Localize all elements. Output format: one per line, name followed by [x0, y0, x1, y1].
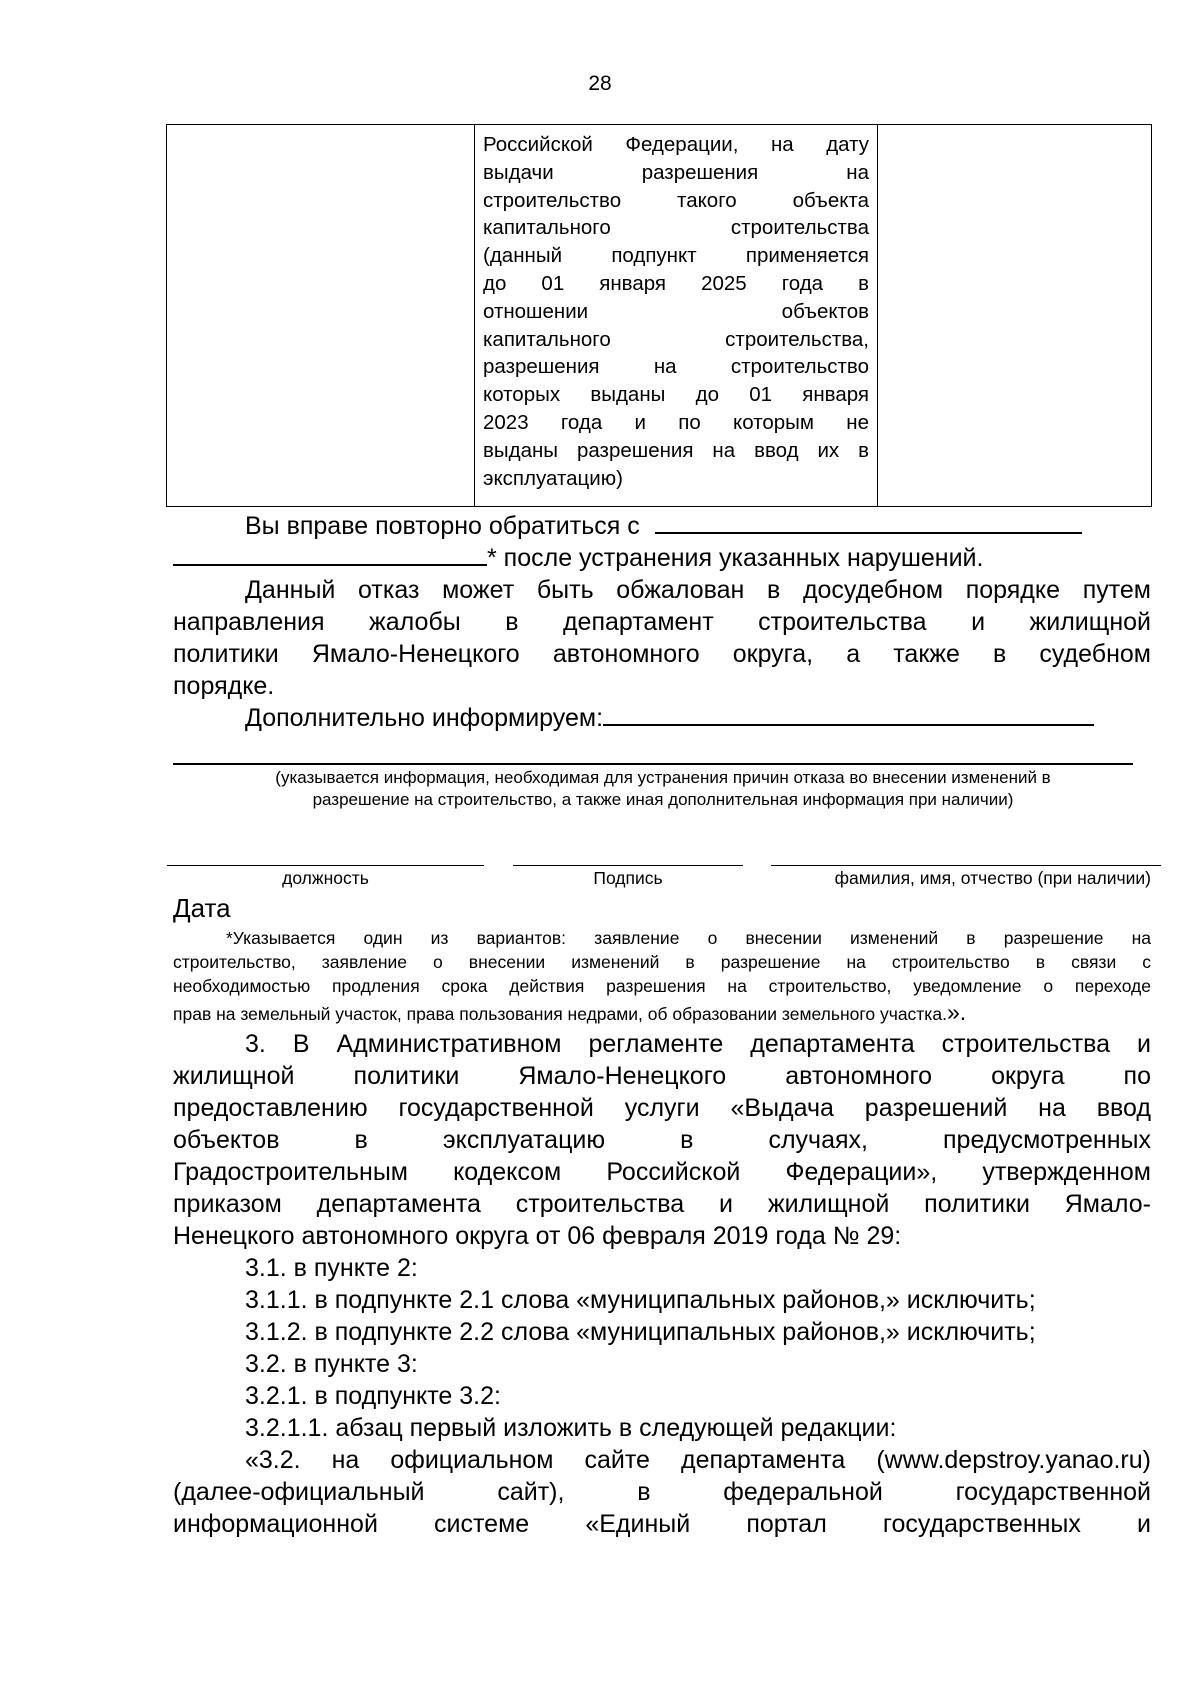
- additional-info-line: [245, 703, 1151, 733]
- section3-line-3: предоставлению государственной услуги «Выдача разрешений на ввод: [173, 1094, 1151, 1122]
- table-cell-line: капитального строительства: [483, 216, 869, 240]
- table-cell-line: до 01 января 2025 года в: [483, 271, 869, 295]
- signature-line: [513, 865, 743, 866]
- position-label: должность: [282, 868, 369, 888]
- table-cell-line: которых выданы до 01 января: [483, 383, 869, 407]
- item-3-1: 3.1. в пункте 2:: [245, 1254, 418, 1282]
- item-3-1-1: 3.1.1. в подпункте 2.1 слова «муниципальных районов,» исключить;: [245, 1286, 1036, 1314]
- reapply-line: [245, 511, 1151, 541]
- quote-line-1: «3.2. на официальном сайте департамента (www.depstroy.yanao.ru): [245, 1446, 1151, 1474]
- appeal-line-3: политики Ямало-Ненецкого автономного округа, а также в судебном: [173, 640, 1151, 668]
- section3-line-7: Ненецкого автономного округа от 06 февраля 2019 года № 29:: [173, 1222, 902, 1250]
- table-cell-line: (данный подпункт применяется: [483, 244, 869, 268]
- section3-line-2: жилищной политики Ямало-Ненецкого автономного округа по: [173, 1062, 1151, 1090]
- table-cell-line: эксплуатацию): [483, 466, 623, 490]
- item-3-2-1: 3.2.1. в подпункте 3.2:: [245, 1382, 501, 1410]
- section3-line-5: Градостроительным кодексом Российской Федерации», утвержденном: [173, 1158, 1151, 1186]
- table-cell-empty-left: [167, 125, 475, 506]
- table-cell-line: 2023 года и по которым не: [483, 410, 869, 434]
- item-3-2-1-1: 3.2.1.1. абзац первый изложить в следующей редакции:: [245, 1414, 897, 1442]
- date-label: Дата: [173, 893, 231, 923]
- reapply-text: Вы вправе повторно обратиться с: [245, 512, 640, 540]
- name-label: фамилия, имя, отчество (при наличии): [834, 868, 1151, 888]
- signature-label: Подпись: [593, 868, 663, 888]
- item-3-2: 3.2. в пункте 3:: [245, 1350, 418, 1378]
- table-cell-line: строительство такого объекта: [483, 188, 869, 212]
- table-cell-line: Российской Федерации, на дату: [483, 133, 869, 156]
- appeal-line-4: порядке.: [173, 672, 275, 700]
- footnote-line-3: необходимостью продления срока действия разрешения на строительство, уведомление о переходе: [173, 976, 1151, 996]
- quote-line-2: (далее-официальный сайт), в федеральной государственной: [173, 1478, 1151, 1506]
- section3-line-1: 3. В Административном регламенте департамента строительства и: [245, 1030, 1151, 1058]
- footnote-line-4-text: прав на земельный участок, права пользования недрами, об образовании земельного участка.: [173, 1004, 947, 1024]
- table-cell-line: отношении объектов: [483, 299, 869, 323]
- footnote-quote-close: ».: [946, 999, 967, 1025]
- reapply-blank-2: [173, 564, 487, 566]
- page-number: 28: [588, 72, 612, 95]
- document-table: [166, 124, 1152, 507]
- additional-info-blank: [603, 724, 1094, 726]
- table-cell-line: капитального строительства,: [483, 327, 869, 351]
- appeal-line-1: Данный отказ может быть обжалован в досудебном порядке путем: [245, 576, 1151, 604]
- position-line: [167, 865, 484, 866]
- footnote-line-1: *Указывается один из вариантов: заявление о внесении изменений в разрешение на: [226, 928, 1151, 948]
- reapply-end-text: * после устранения указанных нарушений.: [487, 544, 984, 572]
- section3-line-4: объектов в эксплуатацию в случаях, предусмотренных: [173, 1126, 1151, 1154]
- reapply-blank: [655, 532, 1082, 534]
- item-3-1-2: 3.1.2. в подпункте 2.2 слова «муниципальных районов,» исключить;: [245, 1318, 1036, 1346]
- footnote-line-4: [173, 1000, 1151, 1026]
- additional-info-blank-2: [173, 763, 1133, 765]
- table-cell-text: [475, 125, 878, 506]
- table-cell-line: выданы разрешения на ввод их в: [483, 438, 869, 462]
- name-line: [771, 865, 1161, 866]
- table-cell-line: выдачи разрешения на: [483, 160, 869, 184]
- quote-line-3: информационной системе «Единый портал государственных и: [173, 1510, 1151, 1538]
- note-line-2: разрешение на строительство, а также иная дополнительная информация при наличии): [312, 790, 1014, 809]
- table-cell-line: разрешения на строительство: [483, 355, 869, 379]
- section3-line-6: приказом департамента строительства и жилищной политики Ямало-: [173, 1190, 1151, 1218]
- table-cell-empty-right: [878, 125, 1151, 506]
- reapply-line-2: [173, 543, 1151, 573]
- footnote-line-2: строительство, заявление о внесении изменений в разрешение на строительство в связи с: [173, 952, 1151, 972]
- additional-info-text: Дополнительно информируем:: [245, 704, 604, 732]
- appeal-line-2: направления жалобы в департамент строительства и жилищной: [173, 608, 1151, 636]
- note-line-1: (указывается информация, необходимая для устранения причин отказа во внесении изменений в: [275, 768, 1051, 787]
